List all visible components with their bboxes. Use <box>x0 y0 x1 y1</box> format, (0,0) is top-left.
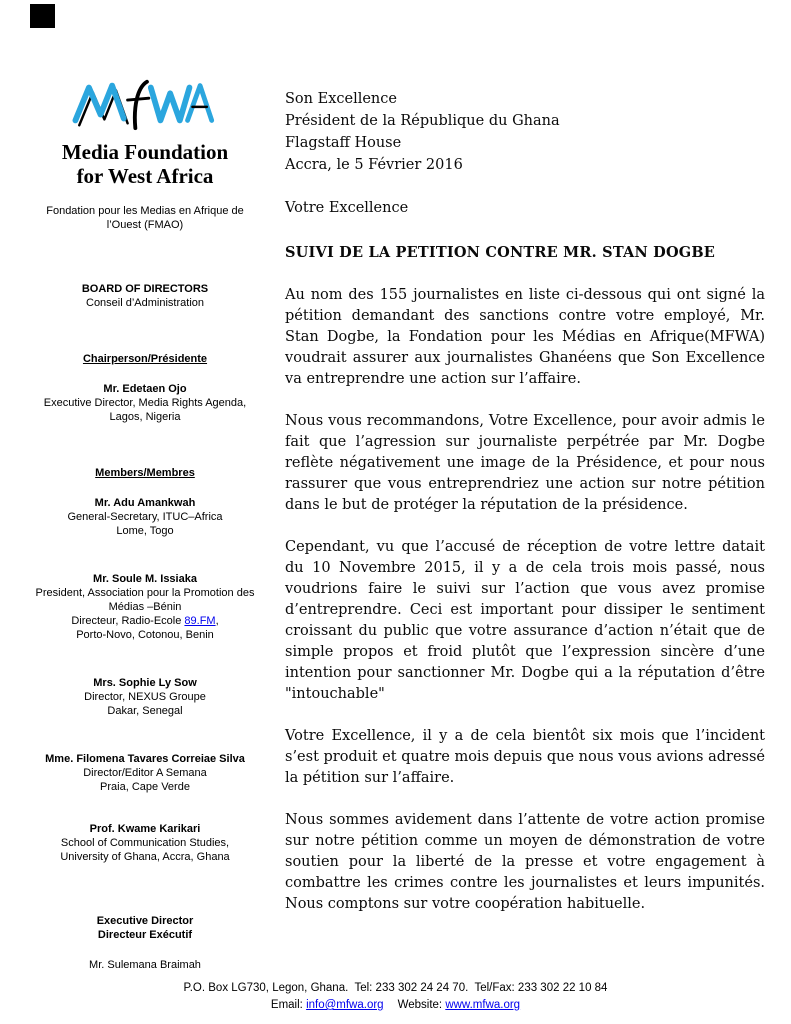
member-location: Lome, Togo <box>116 525 174 537</box>
letter-content <box>285 0 765 936</box>
exec-title-en: Executive Director <box>96 915 194 927</box>
board-member-issiaka <box>30 572 260 642</box>
member-location: Lagos, Nigeria <box>109 411 181 423</box>
member-location: Dakar, Senegal <box>107 705 183 717</box>
member-role: General-Secretary, ITUC–Africa <box>67 511 223 523</box>
recipient-block <box>285 88 765 176</box>
letterhead-sidebar <box>30 0 260 972</box>
chairperson-heading: Chairperson/Présidente <box>82 353 208 365</box>
footer <box>0 980 791 1014</box>
member-role: Director, NEXUS Groupe <box>84 691 206 703</box>
member-name: Mr. Soule M. Issiaka <box>93 573 197 585</box>
member-name: Mr. Adu Amankwah <box>94 497 196 509</box>
member-location: University of Ghana, Accra, Ghana <box>60 851 230 863</box>
org-name <box>30 140 260 188</box>
letter-paragraph-3: Cependant, vu que l’accusé de réception de votre lettre datait du 10 Novembre 2015, il y a de cela trois mois passé, nous voudrions faire le suivi sur l’action que vous avez promise d’entreprendre. Ceci est important pour dissiper le sentiment croissant du public que votre assurance d’action n’était que de simple propos et froid plutôt que l’expression sincère d’une intention pour sanctionner Mr. Dogbe qui a la réputation d’être "intouchable" <box>285 539 765 702</box>
org-name-line1: Media Foundation <box>61 140 229 164</box>
board-member-karikari <box>30 822 260 864</box>
letter-paragraph-5: Nous sommes avidement dans l’attente de votre action promise sur notre pétition comme un moyen de démonstration de votre soutien pour la liberté de la presse et votre engagement à combattre les crimes contre les journalistes et leurs impunités. Nous comptons sur votre coopération habituelle. <box>285 812 765 912</box>
mfwa-logo <box>30 74 260 132</box>
recipient-line: Président de la République du Ghana <box>285 113 560 129</box>
member-role-prefix: Directeur, Radio-Ecole <box>71 615 185 627</box>
subject-line: SUIVI DE LA PETITION CONTRE MR. STAN DOGBE <box>285 244 716 261</box>
org-name-line2: for West Africa <box>76 164 214 188</box>
footer-website-label: Website: <box>397 999 446 1011</box>
member-name: Mr. Edetaen Ojo <box>103 383 187 395</box>
recipient-line: Son Excellence <box>285 91 397 107</box>
member-role-line2 <box>32 614 258 628</box>
scan-artifact-square <box>30 4 55 28</box>
member-role-suffix: , <box>215 615 219 627</box>
radio-ecole-link[interactable]: 89.FM <box>184 615 216 627</box>
letter-paragraph-4: Votre Excellence, il y a de cela bientôt six mois que l’incident s’est produit et quatre mois depuis que nous vous avions adressé la pétition sur l’affaire. <box>285 728 765 786</box>
letter-paragraph-2: Nous vous recommandons, Votre Excellence, pour avoir admis le fait que l’agression sur journaliste perpétrée par Mr. Dogbe reflète négativement une image de la Présidence, et pour nous rassurer que vous entreprendriez une action sur notre pétition dans le but de protéger la réputation de la présidence. <box>285 413 765 513</box>
members-heading: Members/Membres <box>95 467 195 479</box>
salutation: Votre Excellence <box>285 200 409 216</box>
board-member-amankwah <box>30 496 260 538</box>
member-role: President, Association pour la Promotion des Médias –Bénin <box>35 587 255 613</box>
footer-contact-line: P.O. Box LG730, Legon, Ghana. Tel: 233 302 24 24 70. Tel/Fax: 233 302 22 10 84 <box>183 982 608 994</box>
board-title-fr: Conseil d’Administration <box>86 297 204 309</box>
exec-title-fr: Directeur Exécutif <box>97 929 193 941</box>
board-member-sow <box>30 676 260 718</box>
member-role: Director/Editor A Semana <box>83 767 207 779</box>
member-role: Executive Director, Media Rights Agenda, <box>43 397 247 409</box>
executive-director-block <box>30 914 260 972</box>
mfwa-logo-icon <box>67 74 223 132</box>
org-name-french: Fondation pour les Medias en Afrique de l’Ouest (FMAO) <box>46 205 244 231</box>
member-name: Mrs. Sophie Ly Sow <box>93 677 197 689</box>
member-role: School of Communication Studies, <box>60 837 230 849</box>
member-name: Prof. Kwame Karikari <box>89 823 201 835</box>
website-link[interactable]: www.mfwa.org <box>445 999 521 1011</box>
recipient-line: Flagstaff House <box>285 135 402 151</box>
recipient-line: Accra, le 5 Février 2016 <box>285 157 463 173</box>
footer-links-line <box>0 997 791 1014</box>
member-location: Porto-Novo, Cotonou, Benin <box>76 629 214 641</box>
chairperson-entry <box>30 382 260 424</box>
letter-paragraph-1: Au nom des 155 journalistes en liste ci-dessous qui ont signé la pétition demandant des sanctions contre votre employé, Mr. Stan Dogbe, la Fondation pour les Médias en Afrique(MFWA) voudrait assurer aux journalistes Ghanéens que Son Excellence va entreprendre une action sur l’affaire. <box>285 287 765 387</box>
board-title-en: BOARD OF DIRECTORS <box>81 283 209 295</box>
footer-email-label: Email: <box>270 999 307 1011</box>
email-link[interactable]: info@mfwa.org <box>306 999 384 1011</box>
member-name: Mme. Filomena Tavares Correiae Silva <box>45 753 245 765</box>
member-location: Praia, Cape Verde <box>100 781 190 793</box>
board-member-silva <box>30 752 260 794</box>
exec-name: Mr. Sulemana Braimah <box>89 959 201 971</box>
board-title <box>30 282 260 310</box>
